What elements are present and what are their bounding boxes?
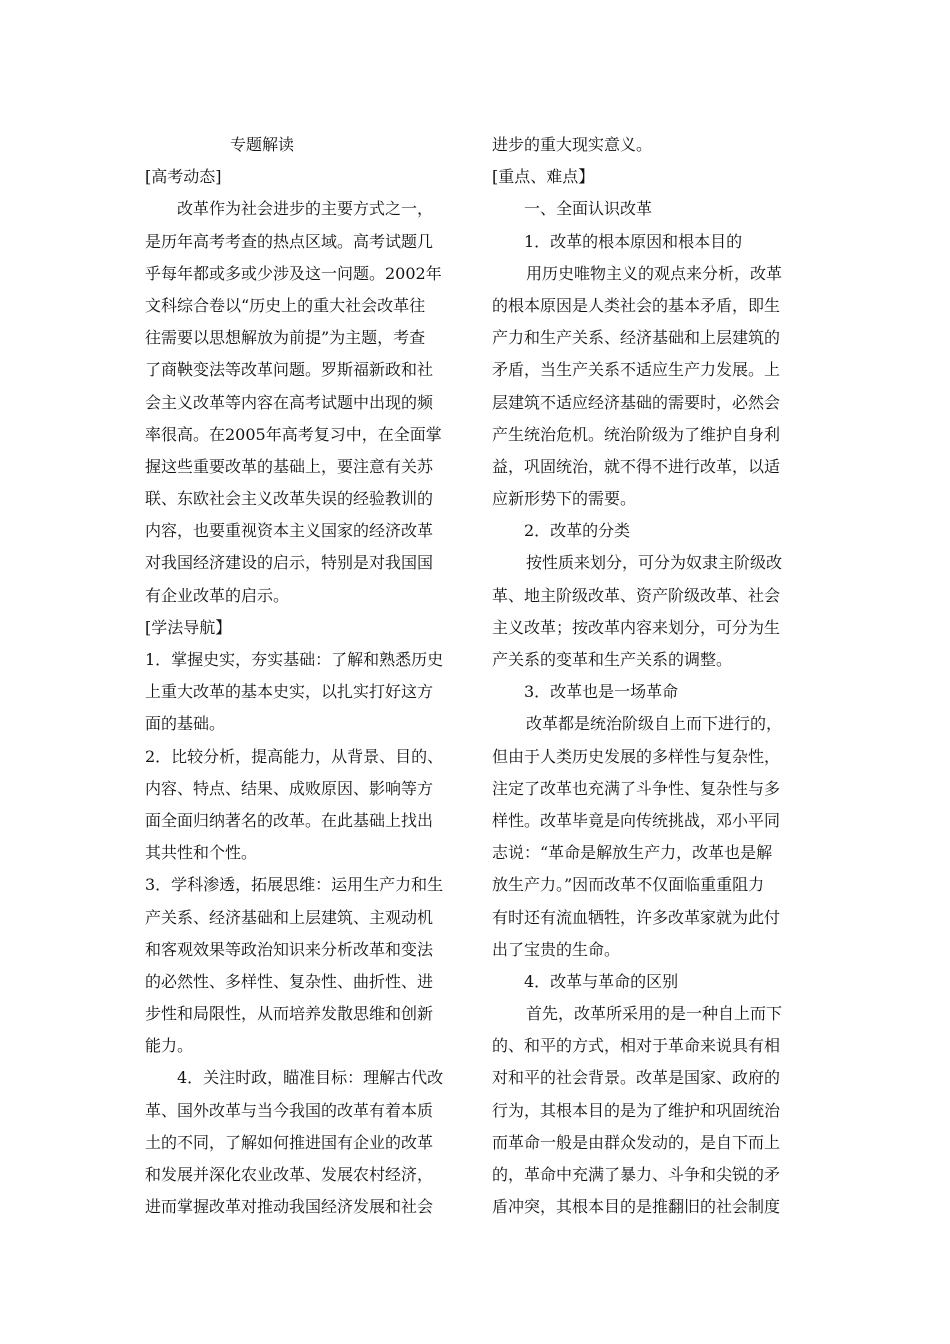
right-column-line: 对和平的社会背景。改革是国家、政府的: [492, 1068, 781, 1088]
right-column-line: 有时还有流血牺牲，许多改革家就为此付: [492, 907, 781, 927]
left-column-line: 改革作为社会进步的主要方式之一，: [177, 199, 434, 219]
right-column-line: 应新形势下的需要。: [492, 489, 637, 509]
left-column-line: 往需要以思想解放为前提”为主题，考查: [145, 328, 426, 348]
right-column-line: 4．改革与革命的区别: [524, 971, 679, 991]
left-column-line: 土的不同，了解如何推进国有企业的改革: [145, 1132, 434, 1152]
left-column-line: 文科综合卷以“历史上的重大社会改革往: [145, 295, 426, 315]
left-column-line: 和客观效果等政治知识来分析改革和变法: [145, 939, 434, 959]
right-column-line: 的根本原因是人类社会的基本矛盾，即生: [492, 295, 781, 315]
left-column-line: 乎每年都或多或少涉及这一问题。2002年: [145, 263, 442, 283]
right-column-line: 但由于人类历史发展的多样性与复杂性，: [492, 746, 781, 766]
right-column-line: 产力和生产关系、经济基础和上层建筑的: [492, 328, 781, 348]
left-column-line: 有企业改革的启示。: [145, 585, 290, 605]
right-column-line: 改革都是统治阶级自上而下进行的，: [526, 714, 783, 734]
right-column-line: 革、地主阶级改革、资产阶级改革、社会: [492, 585, 781, 605]
left-column-line: 握这些重要改革的基础上，要注意有关苏: [145, 456, 434, 476]
left-column-line: 3．学科渗透，拓展思维：运用生产力和生: [145, 875, 444, 895]
right-column-line: 注定了改革也充满了斗争性、复杂性与多: [492, 778, 781, 798]
left-column-line: 了商鞅变法等改革问题。罗斯福新政和社: [145, 360, 434, 380]
left-column-line: 率很高。在2005年高考复习中，在全面掌: [145, 424, 442, 444]
right-column-line: 3．改革也是一场革命: [524, 682, 679, 702]
right-column-line: 样性。改革毕竟是向传统挑战，邓小平同: [492, 810, 781, 830]
right-column-line: 2．改革的分类: [524, 521, 631, 541]
left-column-line: 内容、特点、结果、成败原因、影响等方: [145, 778, 434, 798]
left-column-line: 2．比较分析，提高能力，从背景、目的、: [145, 746, 444, 766]
left-column-line: 专题解读: [230, 135, 295, 154]
right-column: [492, 129, 810, 1223]
left-column-line: 内容，也要重视资本主义国家的经济改革: [145, 521, 434, 541]
right-column-line: 益，巩固统治，就不得不进行改革，以适: [492, 456, 781, 476]
right-column-line: [重点、难点】: [492, 167, 595, 187]
right-column-line: 首先，改革所采用的是一种自上而下: [526, 1004, 783, 1024]
right-column-line: 层建筑不适应经济基础的需要时，必然会: [492, 392, 781, 412]
left-column-line: [学法导航】: [145, 617, 232, 637]
left-column-line: 4．关注时政，瞄准目标：理解古代改: [177, 1068, 444, 1088]
left-column-line: 其共性和个性。: [145, 843, 258, 863]
right-column-line: 产生统治危机。统治阶级为了维护自身利: [492, 424, 781, 444]
left-column-line: 上重大改革的基本史实，以扎实打好这方: [145, 682, 434, 702]
left-column-line: 和发展并深化农业改革、发展农村经济，: [145, 1165, 434, 1184]
right-column-line: 矛盾，当生产关系不适应生产力发展。上: [492, 360, 781, 380]
right-column-line: 行为，其根本目的是为了维护和巩固统治: [492, 1100, 781, 1120]
left-column-line: 革、国外改革与当今我国的改革有着本质: [145, 1100, 434, 1120]
right-column-line: 进步的重大现实意义。: [492, 135, 653, 154]
left-column-line: 对我国经济建设的启示，特别是对我国国: [145, 553, 434, 573]
right-column-line: 出了宝贵的生命。: [492, 939, 621, 959]
right-column-line: 志说：“革命是解放生产力，改革也是解: [492, 843, 773, 863]
left-column-line: 1．掌握史实，夯实基础：了解和熟悉历史: [145, 650, 444, 669]
left-column-line: 会主义改革等内容在高考试题中出现的频: [145, 392, 434, 412]
right-column-line: 盾冲突，其根本目的是推翻旧的社会制度: [492, 1197, 781, 1217]
left-column-line: [高考动态]: [145, 167, 222, 187]
right-column-line: 的，革命中充满了暴力、斗争和尖锐的矛: [492, 1165, 781, 1184]
right-column-line: 放生产力。”因而改革不仅面临重重阻力: [492, 875, 765, 895]
right-column-line: 主义改革；按改革内容来划分，可分为生: [492, 617, 781, 637]
left-column-line: 面全面归纳著名的改革。在此基础上找出: [145, 810, 434, 830]
right-column-line: 产关系的变革和生产关系的调整。: [492, 650, 733, 669]
right-column-line: 的、和平的方式，相对于革命来说具有相: [492, 1036, 781, 1056]
right-column-line: 一、全面认识改革: [524, 199, 653, 219]
left-column-line: 步性和局限性，从而培养发散思维和创新: [145, 1004, 434, 1024]
left-column: [145, 129, 460, 1223]
right-column-line: 1．改革的根本原因和根本目的: [524, 231, 743, 251]
right-column-line: 按性质来划分，可分为奴隶主阶级改: [526, 553, 783, 573]
left-column-line: 是历年高考考查的热点区域。高考试题几: [145, 231, 434, 251]
left-column-line: 面的基础。: [145, 714, 226, 734]
right-column-line: 用历史唯物主义的观点来分析，改革: [526, 263, 783, 283]
left-column-line: 联、东欧社会主义改革失误的经验教训的: [145, 489, 434, 509]
left-column-line: 的必然性、多样性、复杂性、曲折性、进: [145, 971, 434, 991]
left-column-line: 产关系、经济基础和上层建筑、主观动机: [145, 907, 434, 927]
left-column-line: 能力。: [145, 1036, 194, 1056]
left-column-line: 进而掌握改革对推动我国经济发展和社会: [145, 1197, 434, 1217]
right-column-line: 而革命一般是由群众发动的，是自下而上: [492, 1132, 781, 1152]
